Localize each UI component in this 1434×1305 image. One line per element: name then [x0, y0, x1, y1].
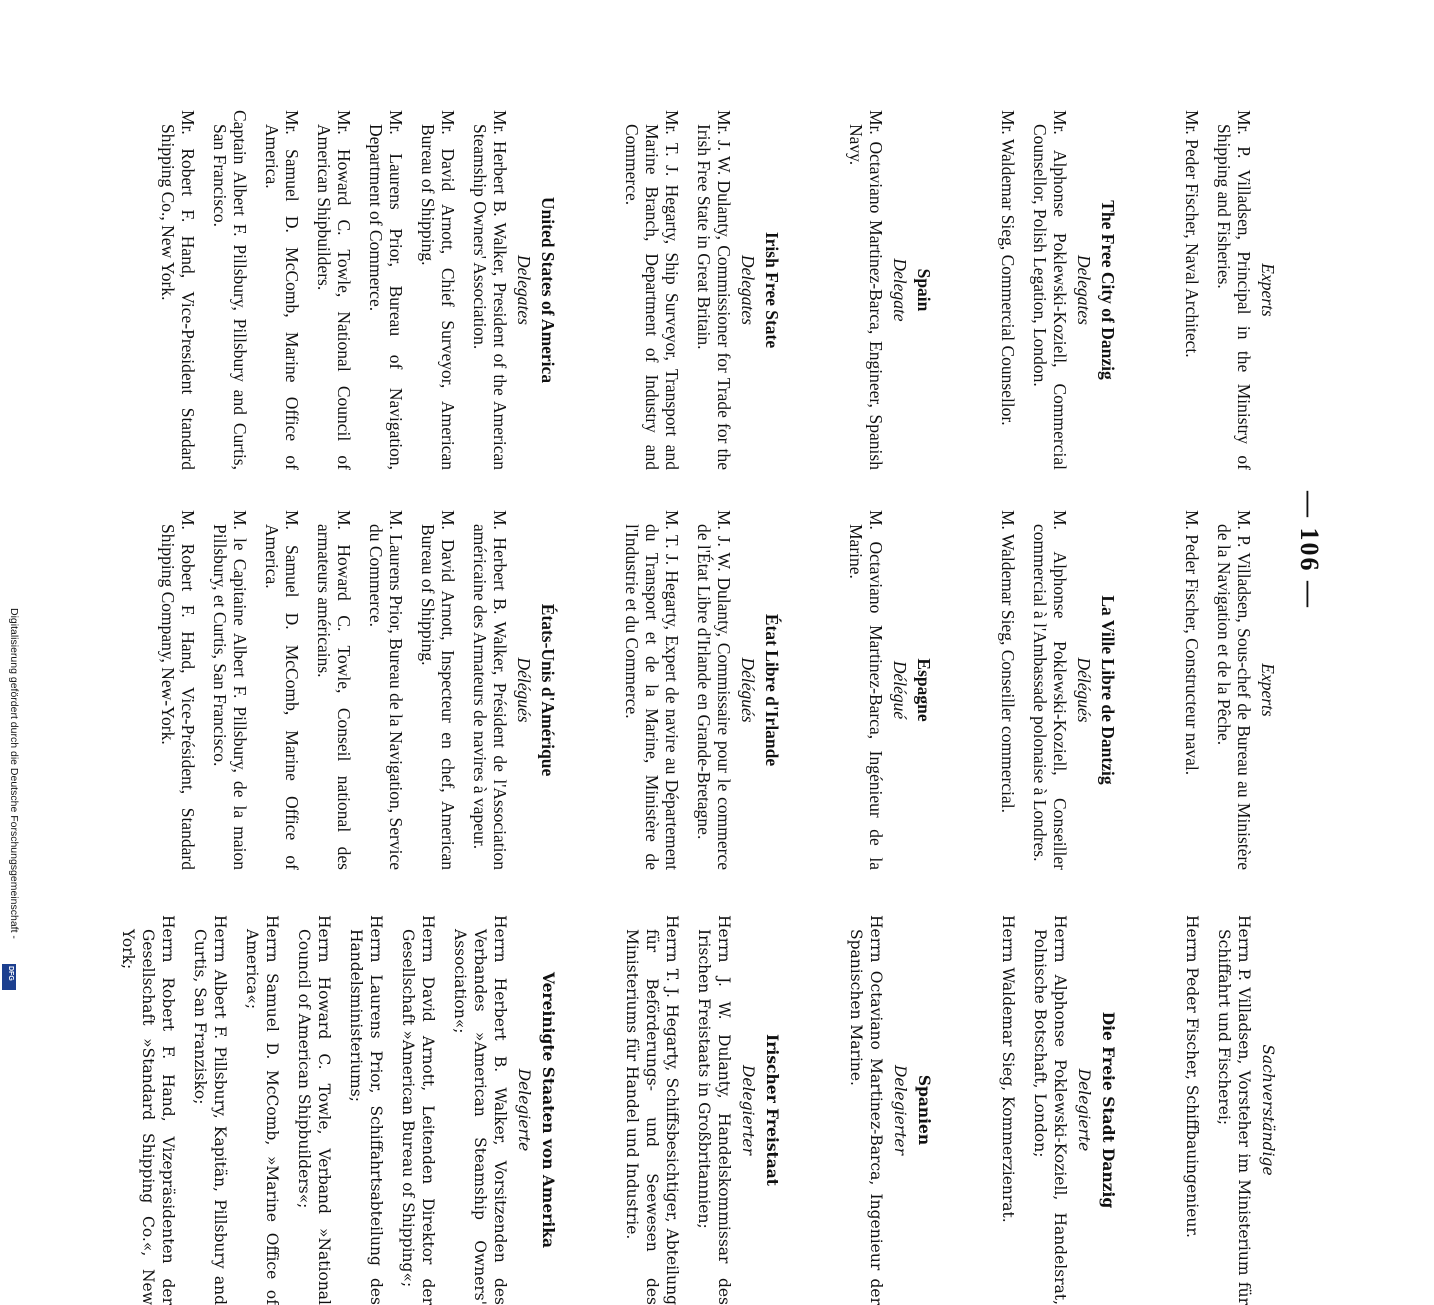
delegate-entry: Mr. J. W. Dulanty, Commissioner for Trade for the Irish Free State in Great Britain. — [694, 110, 734, 470]
delegate-entry: M. Herbert B. Walker, Président de l'Association américaine des Armateurs de navires à vapeur. — [470, 510, 510, 870]
delegate-entry: Herrn Samuel D. McComb, »Marine Office of America«; — [243, 915, 281, 1305]
delegate-entry: M. Samuel D. McComb, Marine Office of America. — [262, 510, 302, 870]
section-gap — [570, 110, 610, 470]
danzig-heading: Die Freie Stadt Danzig — [1099, 1011, 1118, 1209]
ireland-subheading: Délégués — [738, 657, 758, 723]
danzig-subheading: Delegates — [1074, 255, 1094, 325]
dfg-logo — [2, 964, 16, 990]
delegate-entry: Herrn Octaviano Martinez-Barca, Ingenieur der Spanischen Marine. — [847, 915, 885, 1305]
rotated-page — [119, 110, 1324, 1305]
usa-heading: Vereinigte Staaten von Amerika — [539, 971, 558, 1249]
ireland-subheading: Delegierter — [739, 1064, 757, 1155]
section-gap — [1130, 915, 1170, 1305]
delegate-entry: M. Waldemar Sieg, Conseiller commercial. — [998, 510, 1018, 813]
spain-heading: Spain — [914, 268, 934, 312]
delegate-entry: Herrn Peder Fischer, Schiffbauingenieur. — [1183, 915, 1201, 1238]
delegate-entry: Herrn Waldemar Sieg, Kommerzienrat. — [999, 915, 1017, 1223]
delegate-entry: Herrn Howard C. Towle, Verband »National Council of American Shipbuilders«; — [295, 915, 333, 1305]
section-gap — [794, 510, 834, 870]
delegate-entry: M. Laurens Prior, Bureau de la Navigation, Service du Commerce. — [366, 510, 406, 870]
delegate-entry: Herrn T. J. Hegarty, Schiffsbesichtiger, Abteilung für Beförderungs- und Seewesen des Ministeriums für Handel und Industrie. — [623, 915, 681, 1305]
delegate-entry: Mr. Laurens Prior, Bureau of Navigation, Department of Commerce. — [366, 110, 406, 470]
delegate-entry: M. J. W. Dulanty, Commissaire pour le commerce de l'État Libre d'Irlande en Grande-Bretagne. — [694, 510, 734, 870]
delegate-entry: Herrn J. W. Dulanty, Handelskommissar des Irischen Freistaats in Großbritannien; — [695, 915, 733, 1305]
ireland-heading: Irish Free State — [762, 231, 782, 349]
section-gap — [794, 110, 834, 470]
delegate-entry: Herrn Robert F. Hand, Vizepräsidenten der Gesellschaft »Standard Shipping Co.«, New York; — [119, 915, 177, 1305]
page-number: — 106 — — [1295, 491, 1324, 609]
delegate-entry: Herrn David Arnott, Leitenden Direktor der Gesellschaft »American Bureau of Shipping«; — [399, 915, 437, 1305]
section-gap — [570, 510, 610, 870]
usa-subheading: Delegates — [514, 255, 534, 325]
section-gap — [794, 915, 834, 1305]
german-column — [106, 915, 1280, 1305]
section-gap — [570, 915, 610, 1305]
delegate-entry: Herrn Alphonse Poklewski-Koziell, Handelsrat, Polnische Botschaft, London; — [1031, 915, 1069, 1305]
delegate-entry: Captain Albert F. Pillsbury, Pillsbury and Curtis, San Francisco. — [210, 110, 250, 470]
danzig-heading: La Ville Libre de Dantzig — [1098, 595, 1118, 785]
section-gap — [946, 915, 986, 1305]
delegate-entry: Mr. Robert F. Hand, Vice-President Standard Shipping Co., New York. — [158, 110, 198, 470]
footer-text: Digitalisierung gefördert durch die Deutsche Forschungsgemeinschaft - — [8, 608, 20, 939]
usa-heading: United States of America — [538, 196, 558, 384]
delegate-entry: M. Peder Fischer, Constructeur naval. — [1182, 510, 1202, 776]
delegate-entry: Mr. Waldemar Sieg, Commercial Counsellor. — [998, 110, 1018, 426]
delegate-entry: Mr. P. Villadsen, Principal in the Ministry of Shipping and Fisheries. — [1214, 110, 1254, 470]
ireland-heading: État Libre d'Irlande — [762, 613, 782, 767]
danzig-subheading: Délégués — [1074, 657, 1094, 723]
delegate-entry: Mr. Herbert B. Walker, President of the American Steamship Owners' Association. — [470, 110, 510, 470]
delegate-entry: Mr. Octaviano Martinez-Barca, Engineer, Spanish Navy. — [846, 110, 886, 470]
delegate-entry: Mr. David Arnott, Chief Surveyor, American Bureau of Shipping. — [418, 110, 458, 470]
delegate-entry: M. Robert F. Hand, Vice-Président, Standard Shipping Company, New-York. — [158, 510, 198, 870]
digitization-footer — [0, 608, 20, 988]
experts-heading: Experts — [1258, 663, 1278, 717]
dfg-logo-text: DFG — [7, 966, 14, 981]
delegate-entry: Herrn Laurens Prior, Schiffahrtsabteilung des Handelsministeriums; — [347, 915, 385, 1305]
delegate-entry: Mr. Samuel D. McComb, Marine Office of America. — [262, 110, 302, 470]
delegate-entry: Herrn P. Villadsen, Vorsteher im Ministerium für Schiffahrt und Fischerei; — [1215, 915, 1253, 1305]
spain-subheading: Delegate — [890, 258, 910, 322]
french-column — [146, 510, 1280, 870]
english-column — [146, 110, 1280, 470]
delegate-entry: M. Alphonse Poklewski-Koziell, Conseiller commercial à l'Ambassade polonaise à Londres. — [1030, 510, 1070, 870]
usa-heading: États-Unis d'Amérique — [538, 603, 558, 777]
danzig-subheading: Delegierte — [1075, 1068, 1093, 1152]
section-gap — [1130, 110, 1170, 470]
delegate-entry: M. Howard C. Towle, Conseil national des armateurs américains. — [314, 510, 354, 870]
usa-subheading: Délégués — [514, 657, 534, 723]
delegate-entry: Mr. Peder Fischer, Naval Architect. — [1182, 110, 1202, 358]
ireland-subheading: Delegates — [738, 255, 758, 325]
experts-heading: Experts — [1258, 263, 1278, 317]
delegate-entry: M. P. Villadsen, Sous-chef de Bureau au Ministère de la Navigation et de la Pêche. — [1214, 510, 1254, 870]
spain-subheading: Delegierter — [891, 1064, 909, 1155]
delegate-entry: Mr. Howard C. Towle, National Council of American Shipbuilders. — [314, 110, 354, 470]
usa-subheading: Delegierte — [515, 1068, 533, 1152]
spain-heading: Spanien — [915, 1074, 934, 1146]
delegate-entry: Mr. Alphonse Poklewski-Koziell, Commercial Counsellor, Polish Legation, London. — [1030, 110, 1070, 470]
delegate-entry: Mr. T. J. Hegarty, Ship Surveyor, Transport and Marine Branch, Department of Industry and Commerce. — [622, 110, 682, 470]
ireland-heading: Irischer Freistaat — [763, 1034, 782, 1186]
experts-heading: Sachverständige — [1259, 1044, 1277, 1176]
section-gap — [946, 110, 986, 470]
delegate-entry: M. David Arnott, Inspecteur en chef, American Bureau of Shipping. — [418, 510, 458, 870]
delegate-entry: M. Octaviano Martinez-Barca, Ingénieur de la Marine. — [846, 510, 886, 870]
spain-subheading: Délégué — [890, 660, 910, 720]
delegate-entry: M. le Capitaine Albert F. Pillsbury, de la maion Pillsbury, et Curtis, San Francisco. — [210, 510, 250, 870]
section-gap — [946, 510, 986, 870]
spain-heading: Espagne — [914, 658, 934, 722]
delegate-entry: Herrn Albert F. Pillsbury, Kapitän, Pillsbury and Curtis, San Franzisko; — [191, 915, 229, 1305]
danzig-heading: The Free City of Danzig — [1098, 200, 1118, 380]
delegate-entry: M. T. J. Hegarty, Expert de navire au Département du Transport et de la Marine, Ministère de l'Industrie et du Commerce. — [622, 510, 682, 870]
delegate-entry: Herrn Herbert B. Walker, Vorsitzenden des Verbandes »American Steamship Owners' Association«; — [451, 915, 509, 1305]
section-gap — [1130, 510, 1170, 870]
